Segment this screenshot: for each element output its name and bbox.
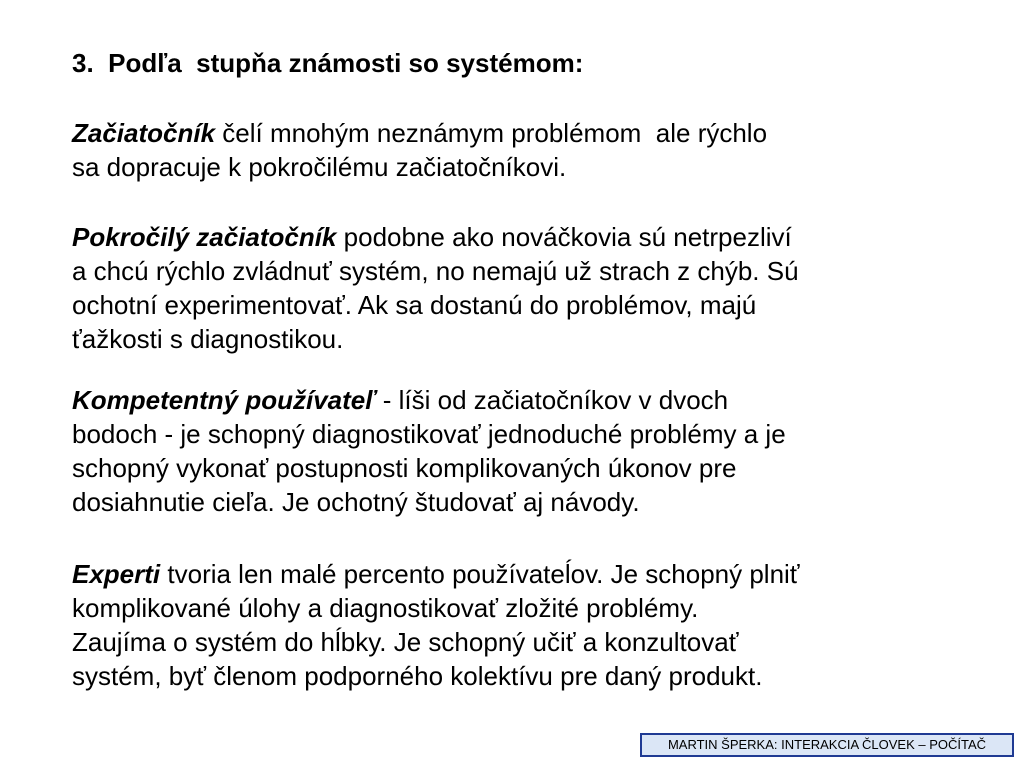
- paragraph-text: čelí mnohým neznámym problémom ale rýchlo: [215, 118, 768, 148]
- paragraph-kompetentny-pouzivatel: [72, 383, 972, 519]
- term-label: Kompetentný používateľ: [72, 385, 376, 415]
- paragraph-first-line: [72, 383, 972, 417]
- paragraph-line: systém, byť členom podporného kolektívu pre daný produkt.: [72, 661, 763, 691]
- paragraph-line: ťažkosti s diagnostikou.: [72, 324, 344, 354]
- paragraph-line: Zaujíma o systém do hĺbky. Je schopný učiť a konzultovať: [72, 627, 739, 657]
- paragraph-line: sa dopracuje k pokročilému začiatočníkovi.: [72, 152, 567, 182]
- paragraph-line: a chcú rýchlo zvládnuť systém, no nemajú už strach z chýb. Sú: [72, 256, 799, 286]
- term-label: Experti: [72, 559, 161, 589]
- term-label: Pokročilý začiatočník: [72, 222, 337, 252]
- slide-title: 3. Podľa stupňa známosti so systémom:: [72, 48, 584, 78]
- paragraph-first-line: [72, 116, 972, 150]
- paragraph-zaciatocnik: [72, 116, 972, 184]
- paragraph-line: schopný vykonať postupnosti komplikovaných úkonov pre: [72, 453, 737, 483]
- paragraph-first-line: [72, 220, 972, 254]
- paragraph-first-line: [72, 557, 972, 591]
- paragraph-experti: [72, 557, 972, 693]
- term-label: Začiatočník: [72, 118, 216, 148]
- paragraph-line: bodoch - je schopný diagnostikovať jednoduché problémy a je: [72, 419, 786, 449]
- paragraph-line: ochotní experimentovať. Ak sa dostanú do problémov, majú: [72, 290, 757, 320]
- paragraph-text: podobne ako nováčkovia sú netrpezliví: [336, 222, 792, 252]
- paragraph-text: tvoria len malé percento používateĺov. Je schopný plniť: [160, 559, 800, 589]
- paragraph-text: - líši od začiatočníkov v dvoch: [375, 385, 729, 415]
- paragraph-line: komplikované úlohy a diagnostikovať zložité problémy.: [72, 593, 699, 623]
- footer-author-badge: MARTIN ŠPERKA: INTERAKCIA ČLOVEK – POČÍTAČ: [640, 733, 1014, 757]
- paragraph-line: dosiahnutie cieľa. Je ochotný študovať aj návody.: [72, 487, 640, 517]
- paragraph-pokrocily-zaciatocnik: [72, 220, 972, 356]
